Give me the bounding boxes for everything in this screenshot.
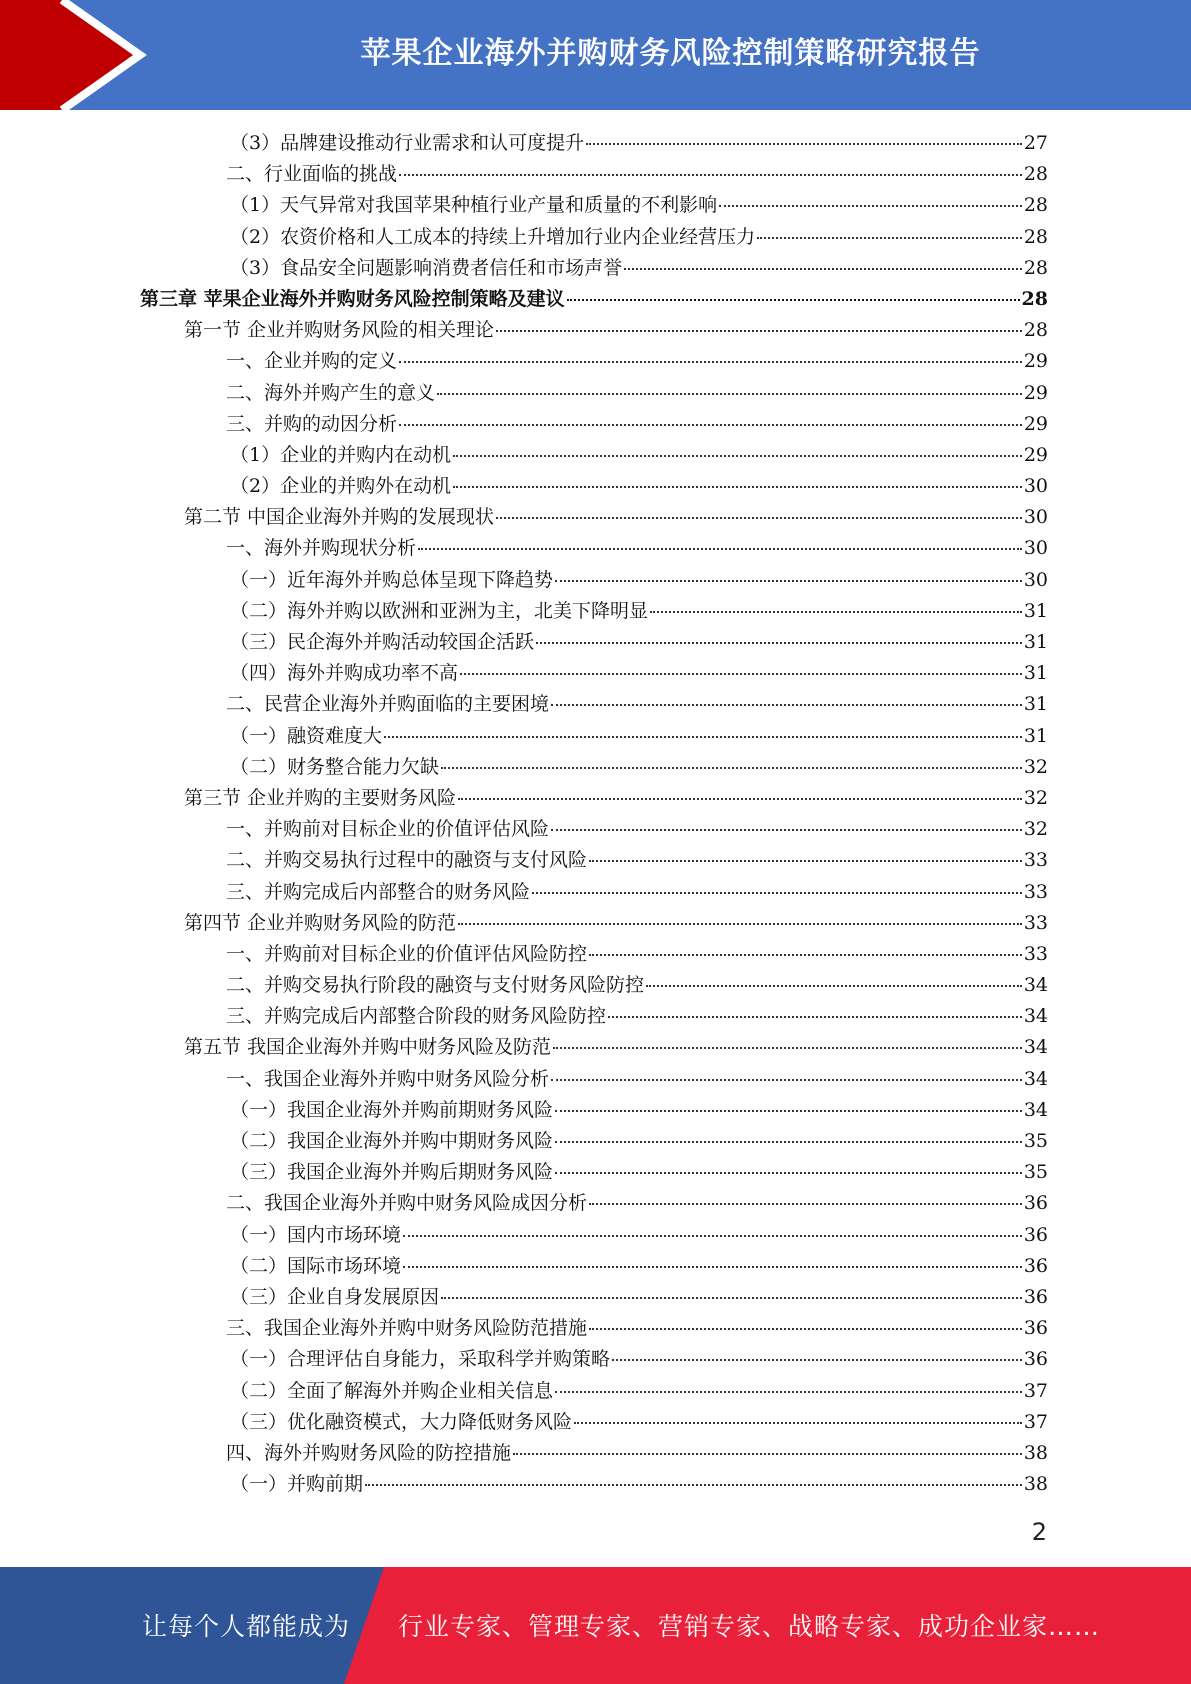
footer-slogan-left: 让每个人都能成为: [142, 1612, 351, 1641]
toc-dot-leader: [757, 237, 1022, 239]
toc-dot-leader: [608, 1016, 1022, 1018]
toc-entry-title: 一、我国企业海外并购中财务风险分析: [226, 1067, 550, 1090]
toc-entry-page: 36: [1023, 1223, 1048, 1246]
page-number: 2: [1031, 1518, 1047, 1546]
toc-entry-page: 29: [1023, 412, 1048, 435]
toc-dot-leader: [453, 486, 1022, 488]
toc-entry[interactable]: [140, 1064, 1048, 1095]
toc-dot-leader: [555, 1110, 1022, 1112]
toc-entry-title: （二）我国企业海外并购中期财务风险: [230, 1130, 554, 1152]
toc-entry[interactable]: [140, 814, 1048, 845]
toc-entry-title: （一）我国企业海外并购前期财务风险: [230, 1098, 554, 1121]
toc-entry-title: 二、我国企业海外并购中财务风险成因分析: [226, 1192, 588, 1215]
toc-dot-leader: [586, 143, 1022, 145]
toc-entry-title: 二、并购交易执行阶段的融资与支付财务风险防控: [226, 974, 645, 997]
toc-entry-page: 38: [1023, 1441, 1048, 1464]
toc-dot-leader: [441, 1297, 1022, 1299]
toc-entry-title: 一、企业并购的定义: [226, 350, 398, 373]
toc-entry[interactable]: [140, 939, 1048, 970]
toc-entry-title: （二）国际市场环境: [230, 1254, 402, 1277]
toc-entry-page: 33: [1023, 942, 1048, 965]
toc-entry-page: 36: [1023, 1285, 1048, 1308]
toc-entry-title: （三）我国企业海外并购后期财务风险: [230, 1161, 554, 1184]
toc-entry-title: （3）品牌建设推动行业需求和认可度提升: [230, 132, 585, 154]
toc-entry[interactable]: [140, 159, 1048, 190]
toc-entry-page: 32: [1023, 755, 1048, 778]
toc-entry-page: 35: [1023, 1161, 1048, 1184]
toc-entry[interactable]: [140, 658, 1048, 689]
toc-entry[interactable]: [140, 253, 1048, 284]
toc-dot-leader: [574, 1422, 1022, 1424]
toc-entry[interactable]: [140, 190, 1048, 221]
toc-entry-page: 27: [1023, 132, 1048, 154]
page-footer: [0, 1567, 1191, 1684]
footer-slogan-right: 行业专家、管理专家、营销专家、战略专家、成功企业家……: [398, 1612, 1101, 1641]
toc-dot-leader: [453, 455, 1022, 457]
toc-entry[interactable]: [140, 409, 1048, 440]
toc-entry-page: 36: [1023, 1192, 1048, 1215]
toc-entry[interactable]: [140, 1095, 1048, 1126]
toc-entry[interactable]: [140, 128, 1048, 159]
toc-entry-title: （3）食品安全问题影响消费者信任和市场声誉: [230, 256, 623, 279]
toc-entry-page: 38: [1023, 1473, 1048, 1496]
toc-dot-leader: [551, 829, 1022, 831]
toc-dot-leader: [437, 393, 1022, 395]
toc-entry-title: 二、民营企业海外并购面临的主要困境: [226, 693, 550, 716]
toc-entry-title: 四、海外并购财务风险的防控措施: [226, 1441, 512, 1464]
toc-dot-leader: [555, 1141, 1022, 1143]
toc-entry-page: 31: [1023, 693, 1048, 716]
toc-entry[interactable]: [140, 1282, 1048, 1313]
toc-entry-page: 31: [1023, 631, 1048, 653]
toc-entry-title: 一、并购前对目标企业的价值评估风险: [226, 818, 550, 841]
toc-entry[interactable]: [140, 284, 1048, 315]
toc-entry-title: （三）企业自身发展原因: [230, 1285, 440, 1308]
toc-entry-title: （二）海外并购以欧洲和亚洲为主，北美下降明显: [230, 599, 649, 622]
toc-entry-page: 37: [1023, 1379, 1048, 1402]
toc-entry-title: 三、并购完成后内部整合的财务风险: [226, 880, 531, 903]
toc-entry[interactable]: [140, 1032, 1048, 1063]
toc-entry-title: 一、并购前对目标企业的价值评估风险防控: [226, 942, 588, 965]
toc-entry[interactable]: [140, 1188, 1048, 1219]
toc-dot-leader: [458, 798, 1022, 800]
toc-entry-page: 34: [1023, 974, 1048, 997]
toc-entry-title: 第三章 苹果企业海外并购财务风险控制策略及建议: [140, 287, 565, 310]
toc-dot-leader: [399, 424, 1022, 426]
toc-entry[interactable]: [140, 877, 1048, 908]
toc-dot-leader: [418, 548, 1022, 550]
toc-entry[interactable]: [140, 1469, 1048, 1500]
toc-entry-title: （一）国内市场环境: [230, 1223, 402, 1246]
toc-entry[interactable]: [140, 596, 1048, 627]
toc-entry-page: 34: [1023, 1005, 1048, 1028]
toc-dot-leader: [555, 1391, 1022, 1393]
toc-entry-page: 28: [1023, 256, 1048, 279]
toc-dot-leader: [589, 1328, 1022, 1330]
toc-entry-page: 33: [1023, 880, 1048, 903]
toc-dot-leader: [650, 611, 1022, 613]
toc-dot-leader: [612, 1359, 1022, 1361]
toc-entry-title: （二）财务整合能力欠缺: [230, 755, 440, 778]
toc-entry-title: （三）民企海外并购活动较国企活跃: [230, 631, 535, 653]
toc-entry-page: 31: [1023, 724, 1048, 747]
toc-entry[interactable]: [140, 565, 1048, 596]
toc-dot-leader: [496, 330, 1022, 332]
toc-dot-leader: [399, 361, 1022, 363]
toc-entry[interactable]: [140, 1001, 1048, 1032]
toc-entry-page: 37: [1023, 1410, 1048, 1433]
toc-entry[interactable]: [140, 533, 1048, 564]
toc-entry-title: 第三节 企业并购的主要财务风险: [184, 786, 457, 809]
toc-entry-page: 36: [1023, 1254, 1048, 1277]
toc-entry[interactable]: [140, 222, 1048, 253]
toc-entry[interactable]: [140, 346, 1048, 377]
toc-dot-leader: [551, 704, 1022, 706]
toc-entry[interactable]: [140, 721, 1048, 752]
toc-entry-page: 28: [1023, 319, 1048, 342]
toc-entry[interactable]: [140, 1344, 1048, 1375]
toc-entry-page: 28: [1023, 194, 1048, 217]
toc-entry-title: 二、行业面临的挑战: [226, 163, 398, 186]
toc-entry-title: 二、并购交易执行过程中的融资与支付风险: [226, 849, 588, 872]
toc-entry-page: 32: [1023, 818, 1048, 841]
toc-entry-page: 32: [1023, 786, 1048, 809]
toc-entry-page: 35: [1023, 1130, 1048, 1152]
toc-entry-title: （一）并购前期: [230, 1473, 364, 1496]
toc-entry[interactable]: [140, 315, 1048, 346]
toc-entry-page: 28: [1023, 225, 1048, 248]
toc-entry[interactable]: [140, 440, 1048, 471]
report-title: 苹果企业海外并购财务风险控制策略研究报告: [360, 36, 981, 71]
toc-entry-title: 二、海外并购产生的意义: [226, 381, 436, 404]
toc-entry-page: 34: [1023, 1098, 1048, 1121]
toc-entry-page: 31: [1023, 599, 1048, 622]
toc-entry[interactable]: [140, 845, 1048, 876]
toc-entry-title: 第一节 企业并购财务风险的相关理论: [184, 319, 495, 342]
toc-dot-leader: [553, 1047, 1022, 1049]
toc-entry-title: 第四节 企业并购财务风险的防范: [184, 911, 457, 934]
toc-dot-leader: [513, 1453, 1022, 1455]
toc-entry-title: 第二节 中国企业海外并购的发展现状: [184, 506, 495, 529]
toc-entry-page: 34: [1023, 1036, 1048, 1059]
toc-entry-title: （二）全面了解海外并购企业相关信息: [230, 1379, 554, 1402]
toc-entry[interactable]: [140, 1438, 1048, 1469]
toc-entry[interactable]: [140, 1407, 1048, 1438]
toc-entry-title: （一）近年海外并购总体呈现下降趋势: [230, 568, 554, 591]
toc-dot-leader: [403, 1235, 1022, 1237]
toc-entry[interactable]: [140, 627, 1048, 658]
toc-entry-page: 29: [1023, 350, 1048, 373]
toc-entry-title: （1）企业的并购内在动机: [230, 443, 452, 466]
toc-entry-title: 三、并购的动因分析: [226, 412, 398, 435]
toc-dot-leader: [399, 174, 1022, 176]
toc-entry-title: （1）天气异常对我国苹果种植行业产量和质量的不利影响: [230, 194, 718, 217]
toc-entry-page: 36: [1023, 1348, 1048, 1371]
toc-entry-title: （三）优化融资模式，大力降低财务风险: [230, 1410, 573, 1433]
toc-dot-leader: [536, 642, 1022, 644]
toc-entry-title: （2）企业的并购外在动机: [230, 475, 452, 498]
toc-entry-page: 28: [1021, 287, 1048, 310]
toc-entry-page: 29: [1023, 381, 1048, 404]
toc-entry-title: （四）海外并购成功率不高: [230, 662, 459, 685]
toc-entry-page: 34: [1023, 1067, 1048, 1090]
toc-dot-leader: [384, 736, 1022, 738]
toc-dot-leader: [567, 299, 1020, 301]
toc-dot-leader: [551, 1079, 1022, 1081]
toc-entry-page: 33: [1023, 849, 1048, 872]
toc-entry[interactable]: [140, 1126, 1048, 1157]
toc-entry-page: 30: [1023, 475, 1048, 498]
toc-entry[interactable]: [140, 752, 1048, 783]
toc-dot-leader: [555, 1172, 1022, 1174]
toc-entry[interactable]: [140, 1157, 1048, 1188]
toc-entry-page: 33: [1023, 911, 1048, 934]
toc-entry-title: 一、海外并购现状分析: [226, 537, 417, 560]
toc-entry[interactable]: [140, 378, 1048, 409]
toc-entry[interactable]: [140, 1251, 1048, 1282]
toc-entry-page: 31: [1023, 662, 1048, 685]
toc-entry-page: 28: [1023, 163, 1048, 186]
toc-entry-title: 第五节 我国企业海外并购中财务风险及防范: [184, 1036, 552, 1059]
toc-entry-title: （一）融资难度大: [230, 724, 383, 747]
toc-entry-title: （2）农资价格和人工成本的持续上升增加行业内企业经营压力: [230, 225, 756, 248]
toc-entry-title: 三、我国企业海外并购中财务风险防范措施: [226, 1317, 588, 1340]
toc-entry[interactable]: [140, 970, 1048, 1001]
page-header: [0, 0, 1191, 110]
toc-entry-page: 30: [1023, 506, 1048, 529]
toc-dot-leader: [458, 923, 1022, 925]
toc-dot-leader: [589, 954, 1022, 956]
toc-entry-page: 30: [1023, 537, 1048, 560]
toc-dot-leader: [624, 268, 1022, 270]
toc-entry[interactable]: [140, 1220, 1048, 1251]
toc-dot-leader: [532, 892, 1022, 894]
toc-dot-leader: [460, 673, 1022, 675]
toc-dot-leader: [589, 860, 1022, 862]
toc-entry[interactable]: [140, 471, 1048, 502]
toc-entry[interactable]: [140, 1313, 1048, 1344]
toc-entry-title: （一）合理评估自身能力，采取科学并购策略: [230, 1348, 611, 1371]
toc-entry-page: 30: [1023, 568, 1048, 591]
toc-dot-leader: [589, 1203, 1022, 1205]
toc-entry-page: 36: [1023, 1317, 1048, 1340]
toc-entry[interactable]: [140, 502, 1048, 533]
toc-dot-leader: [719, 205, 1022, 207]
toc-dot-leader: [646, 985, 1022, 987]
toc-dot-leader: [365, 1484, 1022, 1486]
toc-entry-page: 29: [1023, 443, 1048, 466]
toc-entry[interactable]: [140, 689, 1048, 720]
toc-entry[interactable]: [140, 908, 1048, 939]
toc-entry[interactable]: [140, 783, 1048, 814]
toc-dot-leader: [403, 1266, 1022, 1268]
toc-dot-leader: [496, 517, 1022, 519]
table-of-contents: [140, 128, 1048, 1500]
toc-entry[interactable]: [140, 1376, 1048, 1407]
toc-entry-title: 三、并购完成后内部整合阶段的财务风险防控: [226, 1005, 607, 1028]
toc-dot-leader: [555, 580, 1022, 582]
toc-dot-leader: [441, 767, 1022, 769]
